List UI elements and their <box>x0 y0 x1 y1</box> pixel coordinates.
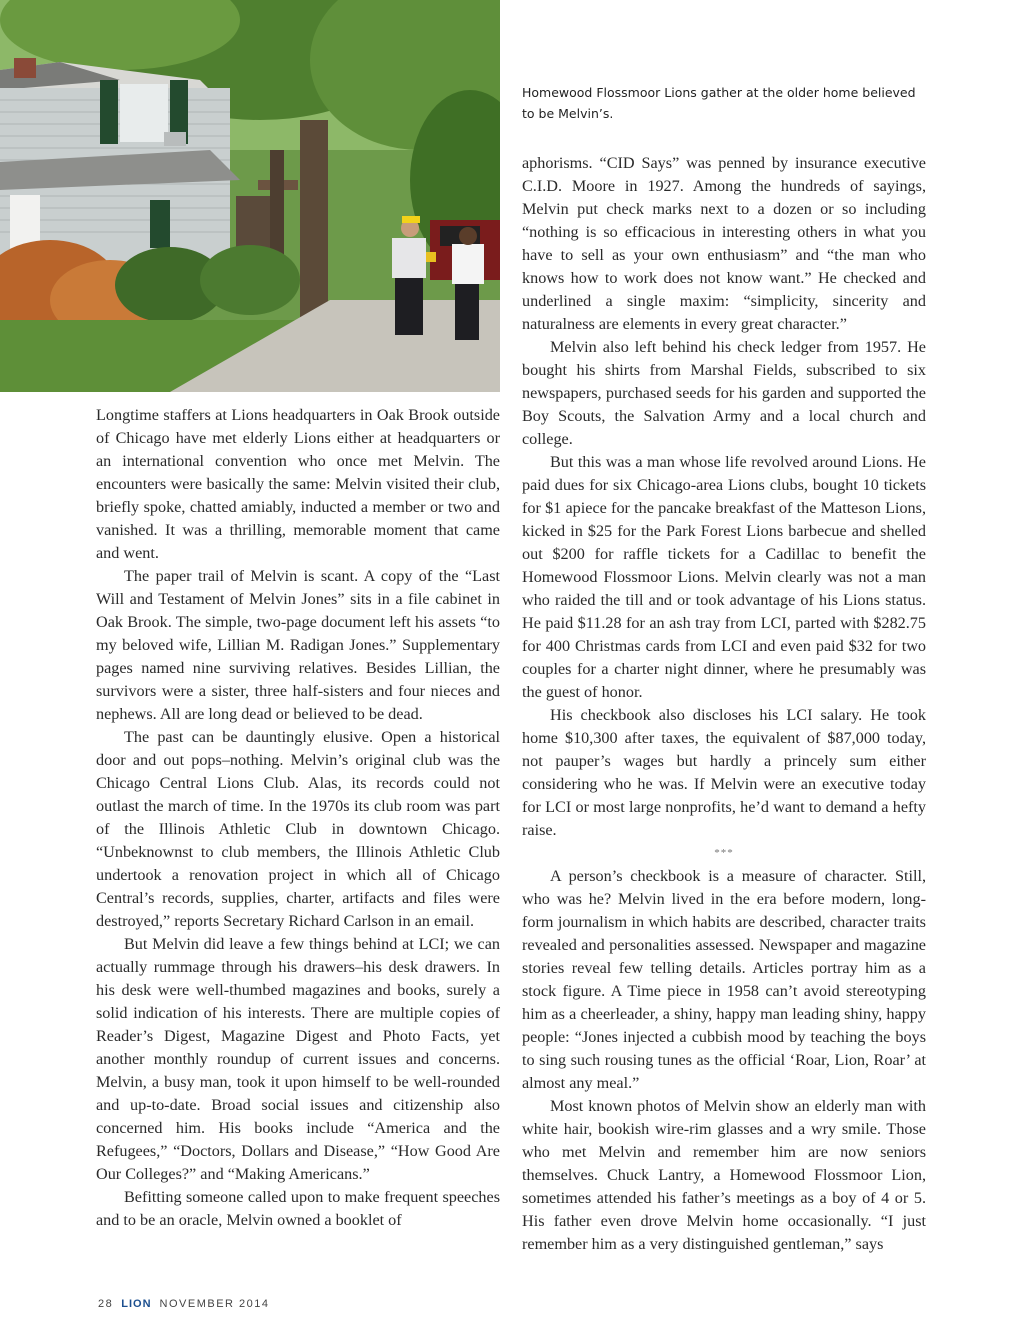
page-footer <box>98 1298 270 1310</box>
paragraph: The paper trail of Melvin is scant. A copy of the “Last Will and Testament of Melvin Jones” sits in a file cabinet in Oak Brook. The simple, two-page document left his assets “to my beloved wife, Lillian M. Radigan Jones.” Supplementary pages named nine surviving relatives. Besides Lillian, the survivors were a sister, three half-sisters and four nieces and nephews. All are long dead or believed to be dead. <box>96 567 500 723</box>
paragraph: But this was a man whose life revolved around Lions. He paid dues for six Chicago-area Lions clubs, bought 10 tickets for $1 apiece for the pancake breakfast of the Matteson Lions, kicked in $25 for the Park Forest Lions barbecue and shelled out $200 for raffle tickets for a Cadillac to benefit the Homewood Flossmoor Lions. Melvin clearly was not a man who raided the till and or took advantage of his Lions status. He paid $11.28 for an ash tray from LCI, parted with $282.75 for 400 Christmas cards from LCI and even paid $32 for two couples for a charter night dinner, where he presumably was the guest of honor. <box>522 453 926 701</box>
paragraph: aphorisms. “CID Says” was penned by insurance executive C.I.D. Moore in 1927. Among the hundreds of sayings, Melvin put check marks next to a dozen or so including “nothing is so efficacious in interesting others in what you have to sell as your own enthusiasm” and “the man who knows how to work does not know want.” He checked and underlined a single maxim: “simplicity, sincerity and naturalness are elements in every great character.” <box>522 154 926 333</box>
paragraph: Longtime staffers at Lions headquarters in Oak Brook outside of Chicago have met elderly Lions either at headquarters or an international convention who once met Melvin. The encounters were basically the same: Melvin visited their club, briefly spoke, chatted amiably, inducted a member or two and vanished. It was a thrilling, memorable moment that came and went. <box>96 406 500 562</box>
paragraph: The past can be dauntingly elusive. Open a historical door and out pops–nothing. Melvin’s original club was the Chicago Central Lions Club. Alas, its records could not outlast the march of time. In the 1970s its club room was part of the Illinois Athletic Club in downtown Chicago. “Unbeknownst to club members, the Illinois Athletic Club undertook a renovation project in which all of Chicago Central’s records, supplies, charter, artifacts and files were destroyed,” reports Secretary Richard Carlson in an email. <box>96 728 500 930</box>
paragraph: Befitting someone called upon to make frequent speeches and to be an oracle, Melvin owned a booklet of <box>96 1188 500 1229</box>
article-column-left <box>96 404 500 1232</box>
paragraph: But Melvin did leave a few things behind at LCI; we can actually rummage through his drawers–his desk drawers. In his desk were well-thumbed magazines and books, surely a solid indication of his interests. There are multiple copies of Reader’s Digest, Magazine Digest and Photo Facts, yet another monthly roundup of current issues and concerns. Melvin, a busy man, took it upon himself to be well-rounded and up-to-date. Broad social issues and citizenship also concerned him. His books include “America and the Refugees,” “Doctors, Dollars and Disease,” “How Good Are Our Colleges?” and “Making Americans.” <box>96 935 500 1183</box>
house-photo-illustration <box>0 0 500 392</box>
magazine-brand: LION <box>121 1298 152 1310</box>
paragraph: Melvin also left behind his check ledger from 1957. He bought his shirts from Marshal Fields, subscribed to six newspapers, purchased seeds for his garden and supported the Boy Scouts, the Salvation Army and a local church and college. <box>522 338 926 448</box>
section-separator: *** <box>714 847 734 859</box>
paragraph: Most known photos of Melvin show an elderly man with white hair, bookish wire-rim glasses and a wry smile. Those who met Melvin and remember him are now seniors themselves. Chuck Lantry, a Homewood Flossmoor Lion, sometimes attended his father’s meetings as a boy of 4 or 5. His father even drove Melvin home occasionally. “I just remember him as a very distinguished gentleman,” says <box>522 1097 926 1253</box>
paragraph: His checkbook also discloses his LCI salary. He took home $10,300 after taxes, the equivalent of $87,000 today, not pauper’s wages but hardly a princely sum either considering who he was. If Melvin were an executive today for LCI or most large nonprofits, he’d want to demand a hefty raise. <box>522 706 926 839</box>
photo-caption: Homewood Flossmoor Lions gather at the older home believed to be Melvin’s. <box>522 85 916 121</box>
issue-date: NOVEMBER 2014 <box>159 1298 270 1310</box>
article-column-right <box>522 152 926 1256</box>
article-photo <box>0 0 500 392</box>
page-number: 28 <box>98 1298 114 1310</box>
paragraph: A person’s checkbook is a measure of character. Still, who was he? Melvin lived in the era before modern, long-form journalism in which habits are described, character traits revealed and personalities assessed. Newspaper and magazine stories reveal few telling details. Articles portray him as a stock figure. A Time piece in 1958 can’t avoid stereotyping him as a cheerleader, a shiny, happy man leading shiny, happy people: “Jones injected a cubbish mood by teaching the boys to sing such rousing tunes as the official ‘Roar, Lion, Roar’ at almost any meal.” <box>522 867 926 1092</box>
